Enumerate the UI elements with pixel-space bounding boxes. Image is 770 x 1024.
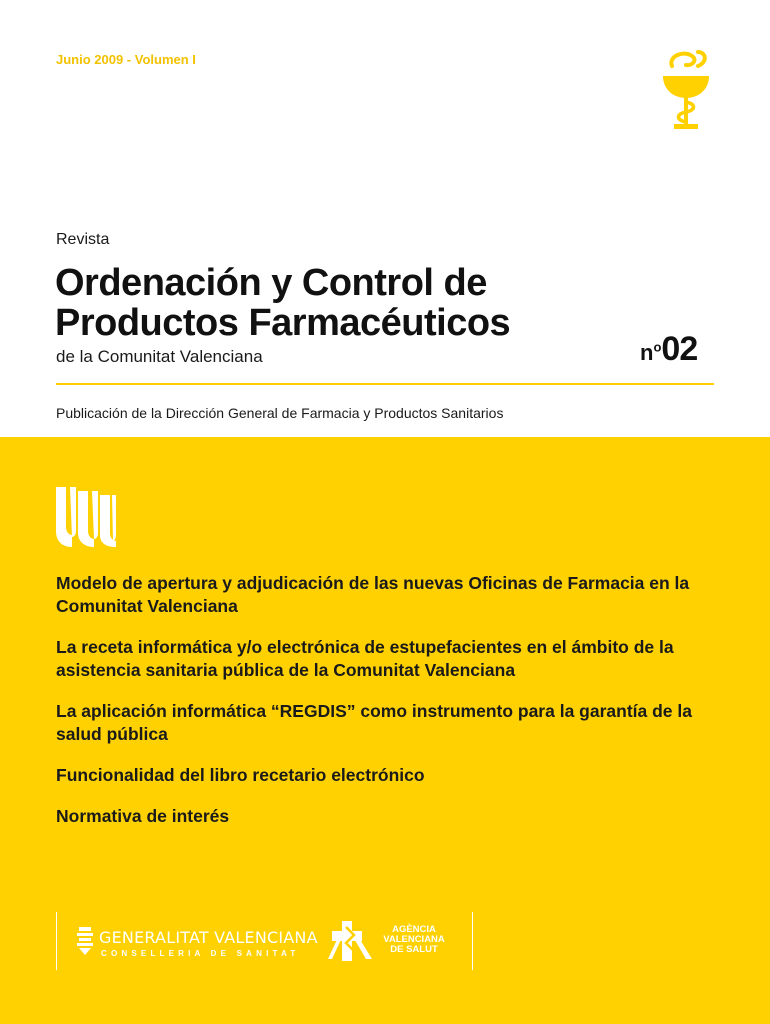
- footer-divider-left: [56, 912, 57, 970]
- uv-logo-icon: [56, 487, 116, 547]
- article-title: La receta informática y/o electrónica de estupefacientes en el ámbito de la asistencia sanitaria pública de la Comunitat Valenciana: [56, 637, 674, 680]
- conselleria-name: CONSELLERIA DE SANITAT: [101, 949, 300, 958]
- title-line-1: Ordenación y Control de: [55, 262, 487, 304]
- bowl-of-hygieia-icon: [660, 48, 712, 130]
- issue-number: [640, 330, 697, 369]
- yellow-rule: [56, 383, 714, 385]
- title-line-2: Productos Farmacéuticos: [55, 302, 511, 344]
- footer-divider-right: [472, 912, 473, 970]
- issue-sup: o: [653, 339, 662, 355]
- article-title: Normativa de interés: [56, 806, 230, 826]
- magazine-kicker: Revista: [56, 231, 110, 248]
- publisher-line: Publicación de la Dirección General de Farmacia y Productos Sanitarios: [56, 405, 504, 421]
- generalitat-name: GENERALITAT VALENCIANA: [99, 928, 318, 947]
- avs-line-1: AGÈNCIA: [392, 924, 436, 935]
- issue-prefix: $n^o$: [640, 339, 662, 365]
- generalitat-shield-icon: [77, 927, 93, 955]
- avs-name: [374, 925, 454, 955]
- article-list: [56, 572, 716, 846]
- avs-line-3: DE SALUT: [390, 944, 438, 955]
- subtitle: de la Comunitat Valenciana: [56, 347, 263, 366]
- article-title: Modelo de apertura y adjudicación de las nuevas Oficinas de Farmacia en la Comunitat Valenciana: [56, 573, 690, 616]
- avs-line-2: VALENCIANA: [383, 934, 445, 945]
- avs-mark-icon: [328, 921, 372, 961]
- article-title: Funcionalidad del libro recetario electrónico: [56, 765, 425, 785]
- issue-digits: 02: [661, 330, 698, 368]
- issue-date: Junio 2009 - Volumen I: [56, 52, 196, 67]
- article-title: La aplicación informática “REGDIS” como instrumento para la garantía de la salud pública: [56, 701, 692, 744]
